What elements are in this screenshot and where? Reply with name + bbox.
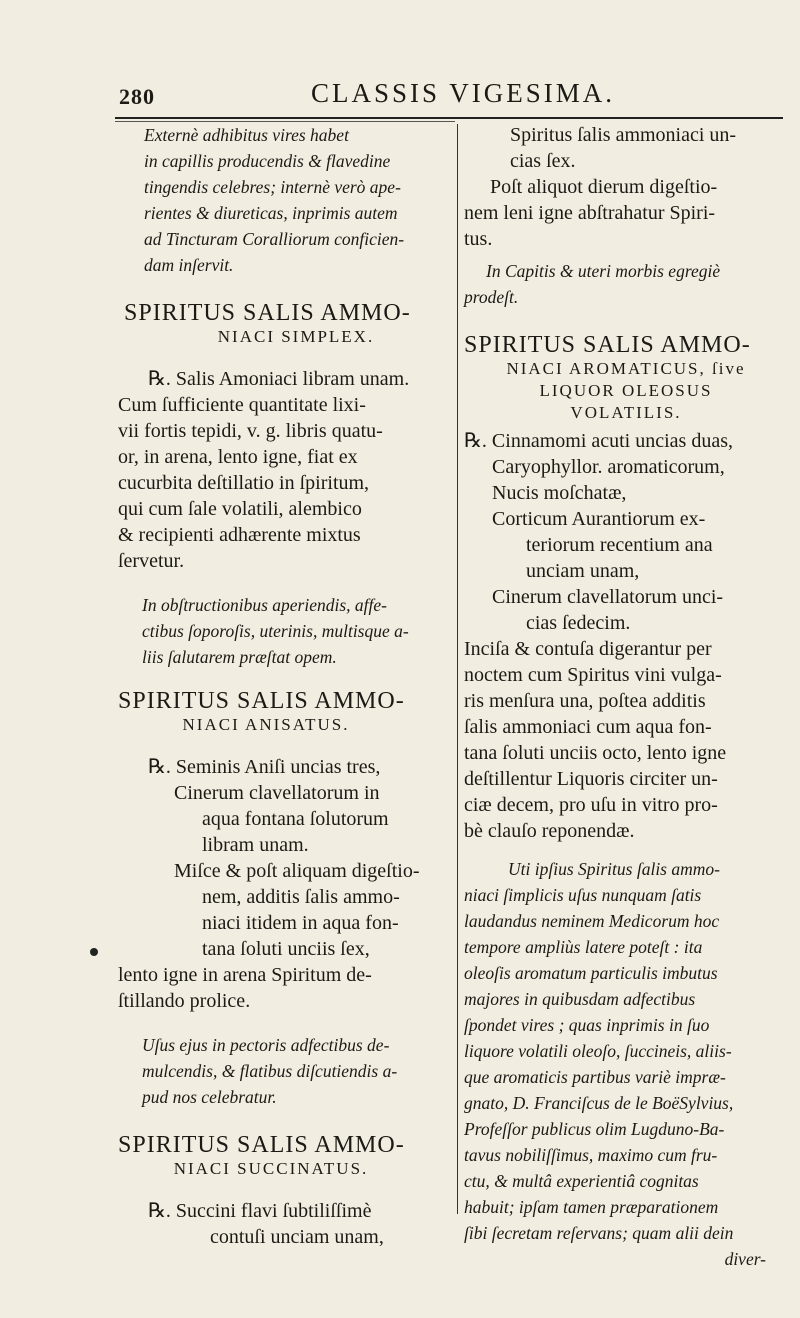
text-line: Spiritus ſalis ammoniaci un-	[510, 124, 737, 146]
recipe-simplex	[118, 366, 454, 574]
text-line: dam inſervit.	[144, 255, 234, 275]
text-line: tempore ampliùs latere poteſt : ita	[464, 937, 703, 957]
paragraph-externe	[118, 122, 454, 278]
text-line: bè clauſo reponendæ.	[464, 820, 635, 842]
text-line: Poſt aliquot dierum digeſtio-	[490, 176, 718, 198]
text-line: tingendis celebres; internè verò ape-	[144, 177, 401, 197]
text-line: laudandus neminem Medicorum hoc	[464, 911, 720, 931]
usage-anisatus	[118, 1032, 454, 1110]
text-line: contuſi unciam unam,	[210, 1226, 384, 1248]
text-line: niaci ſimplicis uſus nunquam ſatis	[464, 885, 702, 905]
text-line: liquore volatili oleoſo, ſuccineis, aliis-	[464, 1041, 732, 1061]
text-line: ſibi ſecretam reſervans; quam alii dein	[464, 1223, 734, 1243]
text-line: ℞. Cinnamomi acuti uncias duas,	[464, 430, 733, 452]
text-line: cucurbita deſtillatio in ſpiritum,	[118, 472, 370, 494]
header-rule	[115, 117, 783, 119]
text-line: oleoſis aromatum particulis imbutus	[464, 963, 718, 983]
text-line: lento igne in arena Spiritum de-	[118, 964, 372, 986]
section-subheading: NIACI AROMATICUS, ſive	[506, 359, 746, 378]
text-line: vii fortis tepidi, v. g. libris quatu-	[118, 420, 383, 442]
section-subheading: LIQUOR OLEOSUS	[539, 381, 713, 400]
text-line: tana ſoluti unciis octo, lento igne	[464, 742, 727, 764]
text-line: Miſce & poſt aliquam digeſtio-	[174, 860, 420, 882]
section-subheading: VOLATILIS.	[570, 403, 682, 422]
text-line: unciam unam,	[526, 560, 640, 582]
text-line: ctibus ſoporoſis, uterinis, multisque a-	[142, 621, 409, 641]
text-line: rientes & diureticas, inprimis autem	[144, 203, 398, 223]
text-line: que aromaticis partibus variè impræ-	[464, 1067, 726, 1087]
usage-simplex	[118, 592, 454, 670]
running-title: CLASSIS VIGESIMA.	[311, 78, 616, 108]
text-line: ℞. Seminis Aniſi uncias tres,	[148, 756, 381, 778]
text-line: In obſtructionibus aperiendis, affe-	[142, 595, 387, 615]
recipe-succinatus	[118, 1198, 454, 1250]
text-line: niaci itidem in aqua fon-	[202, 912, 399, 934]
text-line: ctu, & multâ experientiâ cognitas	[464, 1171, 699, 1191]
text-line: Cum ſufficiente quantitate lixi-	[118, 394, 366, 416]
text-line: in capillis producendis & flavedine	[144, 151, 391, 171]
section-subheading: NIACI ANISATUS.	[182, 715, 350, 734]
text-line: gnato, D. Franciſcus de le BoëSylvius,	[464, 1093, 734, 1113]
usage-succinatus	[464, 258, 788, 310]
text-line: cias ſedecim.	[526, 612, 631, 634]
text-line: tus.	[464, 228, 493, 250]
text-line: qui cum ſale volatili, alembico	[118, 498, 362, 520]
text-line: mulcendis, & flatibus diſcutiendis a-	[142, 1061, 398, 1081]
text-line: ℞. Salis Amoniaci libram unam.	[148, 368, 410, 390]
text-line: ciæ decem, pro uſu in vitro pro-	[464, 794, 718, 816]
text-line: or, in arena, lento igne, fiat ex	[118, 446, 358, 468]
text-line: tavus nobiliſſimus, maximo cum fru-	[464, 1145, 718, 1165]
text-line: cias ſex.	[510, 150, 576, 172]
running-header	[115, 78, 785, 118]
text-line: deſtillentur Liquoris circiter un-	[464, 768, 718, 790]
text-line: Cinerum clavellatorum in	[174, 782, 380, 804]
text-line: pud nos celebratur.	[142, 1087, 277, 1107]
text-line: aqua fontana ſolutorum	[202, 808, 389, 830]
text-line: liis ſalutarem præſtat opem.	[142, 647, 337, 667]
text-line: majores in quibusdam adfectibus	[464, 989, 696, 1009]
text-line: nem leni igne abſtrahatur Spiri-	[464, 202, 716, 224]
column-divider	[457, 124, 458, 1214]
catchword: diver-	[724, 1249, 766, 1269]
section-heading: SPIRITUS SALIS AMMO-	[464, 332, 751, 358]
section-heading: SPIRITUS SALIS AMMO-	[118, 688, 405, 714]
text-line: nem, additis ſalis ammo-	[202, 886, 400, 908]
right-column	[464, 122, 788, 1272]
text-line: ſalis ammoniaci cum aqua fon-	[464, 716, 712, 738]
text-line: & recipienti adhærente mixtus	[118, 524, 361, 546]
text-line: Caryophyllor. aromaticorum,	[492, 456, 725, 478]
ink-spot	[90, 948, 98, 956]
text-line: tana ſoluti unciis ſex,	[202, 938, 370, 960]
text-line: Externè adhibitus vires habet	[144, 125, 349, 145]
recipe-anisatus	[118, 754, 454, 1014]
text-line: noctem cum Spiritus vini vulga-	[464, 664, 722, 686]
text-line: Nucis moſchatæ,	[492, 482, 627, 504]
section-subheading: NIACI SUCCINATUS.	[173, 1159, 369, 1178]
text-line: ℞. Succini flavi ſubtiliſſimè	[148, 1200, 372, 1222]
text-line: ad Tincturam Coralliorum conficien-	[144, 229, 405, 249]
section-subheading: NIACI SIMPLEX.	[217, 327, 375, 346]
page-number: 280	[119, 84, 155, 109]
section-heading: SPIRITUS SALIS AMMO-	[118, 1132, 405, 1158]
left-column	[118, 122, 454, 1250]
text-line: ſpondet vires ; quas inprimis in ſuo	[464, 1015, 710, 1035]
text-line: In Capitis & uteri morbis egregiè	[486, 261, 721, 281]
text-line: ſervetur.	[118, 550, 185, 572]
text-line: Uti ipſius Spiritus ſalis ammo-	[508, 859, 720, 879]
text-line: Cinerum clavellatorum unci-	[492, 586, 724, 608]
text-line: ris menſura una, poſtea additis	[464, 690, 706, 712]
usage-aromaticus	[464, 856, 788, 1272]
recipe-aromaticus	[464, 428, 788, 844]
recipe-succinatus-cont	[464, 122, 788, 252]
text-line: habuit; ipſam tamen præparationem	[464, 1197, 719, 1217]
text-line: Uſus ejus in pectoris adfectibus de-	[142, 1035, 390, 1055]
text-line: Profeſſor publicus olim Lugduno-Ba-	[464, 1119, 725, 1139]
text-line: libram unam.	[202, 834, 309, 856]
text-line: Corticum Aurantiorum ex-	[492, 508, 706, 530]
text-line: Inciſa & contuſa digerantur per	[464, 638, 712, 660]
text-line: prodeſt.	[464, 287, 519, 307]
section-heading: SPIRITUS SALIS AMMO-	[124, 300, 411, 326]
text-line: teriorum recentium ana	[526, 534, 713, 556]
text-line: ſtillando prolice.	[118, 990, 251, 1012]
